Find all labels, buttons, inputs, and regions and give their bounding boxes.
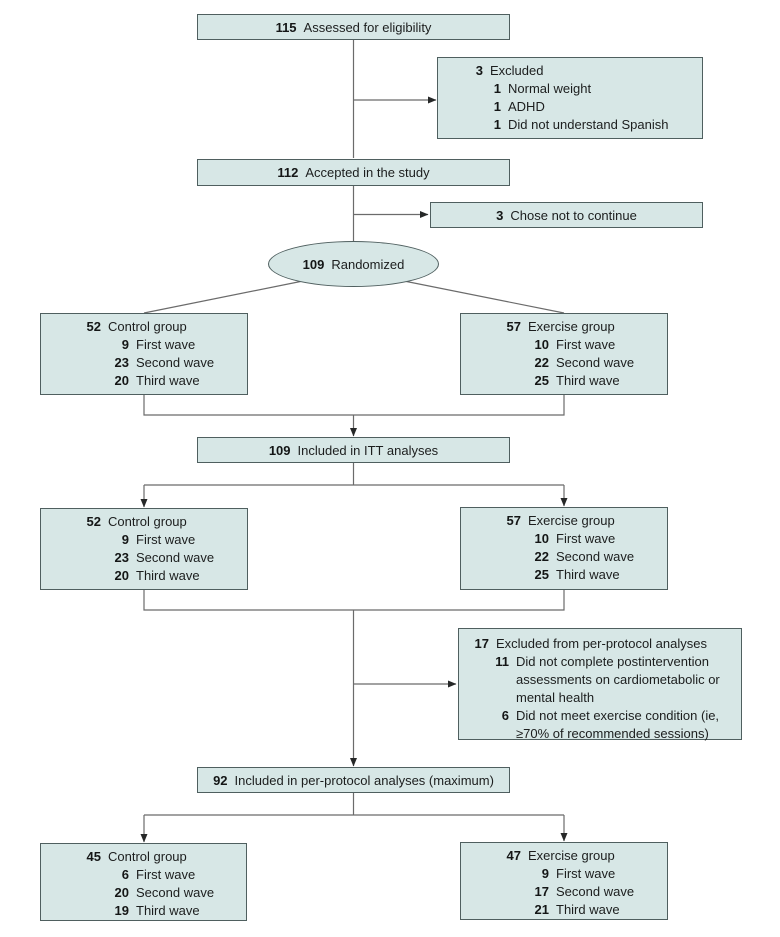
count-value: 11 <box>495 654 509 669</box>
flow-row <box>525 354 661 372</box>
exercise-group-randomized-box <box>460 313 668 395</box>
flow-row <box>525 530 661 548</box>
count-value: 109 <box>268 442 291 458</box>
flow-row <box>465 635 735 653</box>
row-label: Did not meet exercise condition (ie, ≥70% of recommended sessions) <box>516 708 720 741</box>
count-value: 47 <box>506 848 521 863</box>
count-value: 52 <box>86 319 101 334</box>
row-label: Control group <box>108 514 187 529</box>
row-label: Third wave <box>556 902 620 917</box>
flow-row <box>485 653 735 707</box>
flow-row <box>477 116 696 134</box>
row-label: Exercise group <box>528 319 615 334</box>
count-value: 23 <box>114 550 129 565</box>
count-value: 9 <box>121 532 129 547</box>
count-value: 112 <box>277 165 299 180</box>
row-label: Control group <box>108 849 187 864</box>
exercise-group-per-protocol-box <box>460 842 668 920</box>
connector-randomized-to-control <box>144 281 303 313</box>
itt-analyses-box <box>197 437 510 463</box>
row-label: Did not complete postintervention assessments on cardiometabolic or mental health <box>516 654 720 705</box>
flow-row <box>525 883 661 901</box>
count-value: 6 <box>501 708 509 723</box>
count-value: 22 <box>534 549 549 564</box>
chose-not-to-continue-box <box>430 202 703 228</box>
flow-row <box>459 62 696 80</box>
count-value: 45 <box>86 849 101 864</box>
flow-row <box>105 531 241 549</box>
flow-row <box>525 865 661 883</box>
count-value: 6 <box>121 867 129 882</box>
box-label: Included in ITT analyses <box>297 442 439 458</box>
box-label: Randomized <box>331 256 405 272</box>
count-value: 52 <box>86 514 101 529</box>
randomized-ellipse <box>268 241 439 287</box>
flow-row <box>105 354 241 372</box>
flow-row <box>525 336 661 354</box>
row-label: First wave <box>136 867 196 882</box>
row-label: ADHD <box>508 99 545 114</box>
flow-row <box>477 98 696 116</box>
flow-row <box>77 513 241 531</box>
count-value: 20 <box>114 568 129 583</box>
row-label: First wave <box>556 531 616 546</box>
row-label: Second wave <box>136 355 215 370</box>
connector-itt-groups-merge <box>144 590 564 610</box>
count-value: 17 <box>534 884 549 899</box>
count-value: 9 <box>541 866 549 881</box>
count-value: 3 <box>496 207 504 223</box>
flow-row <box>105 884 240 902</box>
count-value: 20 <box>114 373 129 388</box>
row-label: Normal weight <box>508 81 592 96</box>
row-label: Third wave <box>136 903 200 918</box>
row-label: First wave <box>556 337 616 352</box>
control-group-randomized-box <box>40 313 248 395</box>
count-value: 109 <box>302 256 325 272</box>
count-value: 10 <box>534 337 549 352</box>
excluded-eligibility-box <box>437 57 703 139</box>
row-label: Did not understand Spanish <box>508 117 669 132</box>
flow-row <box>105 549 241 567</box>
flow-row <box>497 847 661 865</box>
connector-randomized-to-exercise <box>404 281 564 313</box>
row-label: First wave <box>556 866 616 881</box>
row-label: First wave <box>136 337 196 352</box>
count-value: 22 <box>534 355 549 370</box>
row-label: Third wave <box>556 373 620 388</box>
row-label: Third wave <box>136 568 200 583</box>
row-label: Exercise group <box>528 848 615 863</box>
count-value: 57 <box>506 319 521 334</box>
count-value: 21 <box>534 902 549 917</box>
flow-row <box>485 707 735 743</box>
count-value: 17 <box>474 636 489 651</box>
flow-row <box>497 318 661 336</box>
count-value: 19 <box>114 903 129 918</box>
box-label: Included in per-protocol analyses (maximum) <box>234 772 494 788</box>
excluded-per-protocol-box <box>458 628 742 740</box>
flow-row <box>525 901 661 919</box>
flow-row <box>77 318 241 336</box>
flow-row <box>525 566 661 584</box>
count-value: 23 <box>114 355 129 370</box>
flow-row <box>77 848 240 866</box>
row-label: Third wave <box>556 567 620 582</box>
box-label: Chose not to continue <box>510 207 637 223</box>
count-value: 9 <box>121 337 129 352</box>
count-value: 57 <box>506 513 521 528</box>
row-label: First wave <box>136 532 196 547</box>
control-group-per-protocol-box <box>40 843 247 921</box>
flow-row <box>525 548 661 566</box>
control-group-itt-box <box>40 508 248 590</box>
count-value: 25 <box>534 373 549 388</box>
row-label: Exercise group <box>528 513 615 528</box>
connector-groups-merge-to-itt <box>144 395 564 415</box>
row-label: Second wave <box>556 355 635 370</box>
row-label: Control group <box>108 319 187 334</box>
assessed-for-eligibility-box <box>197 14 510 40</box>
flow-row <box>105 372 241 390</box>
count-value: 1 <box>493 81 501 96</box>
box-label: Assessed for eligibility <box>303 19 432 35</box>
count-value: 1 <box>493 99 501 114</box>
count-value: 92 <box>213 772 228 788</box>
flow-row <box>477 80 696 98</box>
count-value: 115 <box>275 19 297 35</box>
count-value: 3 <box>475 63 483 78</box>
flow-row <box>497 512 661 530</box>
count-value: 20 <box>114 885 129 900</box>
row-label: Second wave <box>556 549 635 564</box>
row-label: Excluded <box>490 63 544 78</box>
row-label: Third wave <box>136 373 200 388</box>
count-value: 10 <box>534 531 549 546</box>
flow-row <box>105 567 241 585</box>
count-value: 1 <box>493 117 501 132</box>
count-value: 25 <box>534 567 549 582</box>
per-protocol-analyses-box <box>197 767 510 793</box>
exercise-group-itt-box <box>460 507 668 590</box>
flow-row <box>105 336 241 354</box>
row-label: Second wave <box>136 550 215 565</box>
accepted-in-study-box <box>197 159 510 186</box>
row-label: Excluded from per-protocol analyses <box>496 636 707 651</box>
box-label: Accepted in the study <box>305 165 430 180</box>
row-label: Second wave <box>136 885 215 900</box>
row-label: Second wave <box>556 884 635 899</box>
flow-row <box>105 866 240 884</box>
flow-row <box>525 372 661 390</box>
flow-row <box>105 902 240 920</box>
